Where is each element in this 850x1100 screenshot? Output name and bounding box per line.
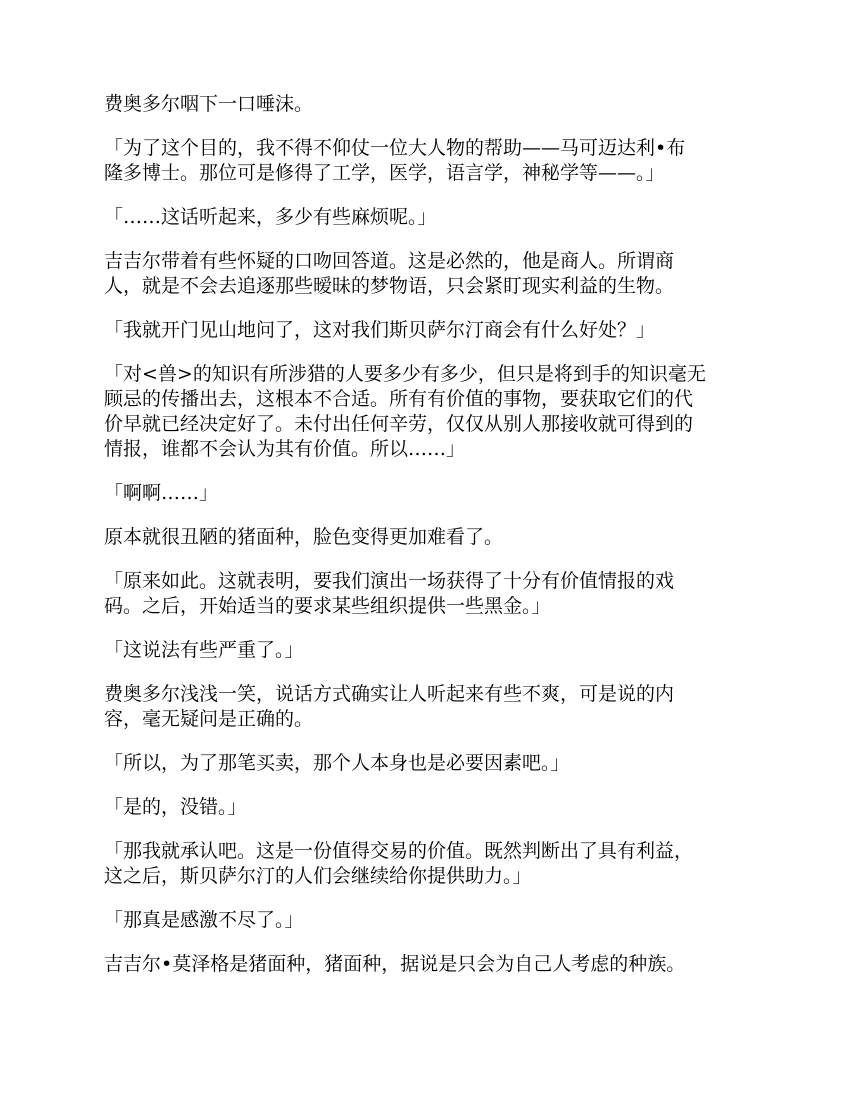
- paragraph-11: 费奥多尔浅浅一笑，说话方式确实让人听起来有些不爽，可是说的内 容，毫无疑问是正确的。: [104, 683, 675, 730]
- paragraph-12: 「所以，为了那笔买卖，那个人本身也是必要因素吧。」: [104, 752, 570, 774]
- paragraph-2: 「为了这个目的，我不得不仰仗一位大人物的帮助——马可迈达利•布 隆多博士。那位可是修得了工学，医学，语言学，神秘学等——。」: [104, 137, 686, 184]
- paragraph-16: 吉吉尔•莫泽格是猪面种，猪面种，据说是只会为自己人考虑的种族。: [104, 953, 686, 975]
- paragraph-8: 原本就很丑陋的猪面种，脸色变得更加难看了。: [104, 526, 504, 548]
- paragraph-10: 「这说法有些严重了。」: [104, 639, 304, 661]
- paragraph-6: 「对<兽>的知识有所涉猎的人要多少有多少，但只是将到手的知识毫无 顾忌的传播出去，这根本不合适。所有有价值的事物，要获取它们的代 价早就已经决定好了。未付出任何辛劳，仅仅从别人那接收就可得到的 情报，谁都不会认为其有价值。所以……」: [104, 363, 706, 460]
- paragraph-7: 「啊啊……」: [104, 482, 219, 504]
- document-page: [104, 92, 754, 996]
- paragraph-9: 「原来如此。这就表明，要我们演出一场获得了十分有价值情报的戏 码。之后，开始适当的要求某些组织提供一些黑金。」: [104, 570, 675, 617]
- paragraph-5: 「我就开门见山地问了，这对我们斯贝萨尔汀商会有什么好处？」: [104, 319, 656, 341]
- paragraph-15: 「那真是感激不尽了。」: [104, 909, 304, 931]
- paragraph-4: 吉吉尔带着有些怀疑的口吻回答道。这是必然的，他是商人。所谓商 人，就是不会去追逐那些暧昧的梦物语，只会紧盯现实利益的生物。: [104, 250, 675, 297]
- paragraph-1: 费奥多尔咽下一口唾沫。: [104, 93, 314, 115]
- paragraph-14: 「那我就承认吧。这是一份值得交易的价值。既然判断出了具有利益， 这之后，斯贝萨尔汀的人们会继续给你提供助力。」: [104, 840, 694, 887]
- paragraph-3: 「……这话听起来，多少有些麻烦呢。」: [104, 206, 437, 228]
- paragraph-13: 「是的，没错。」: [104, 796, 247, 818]
